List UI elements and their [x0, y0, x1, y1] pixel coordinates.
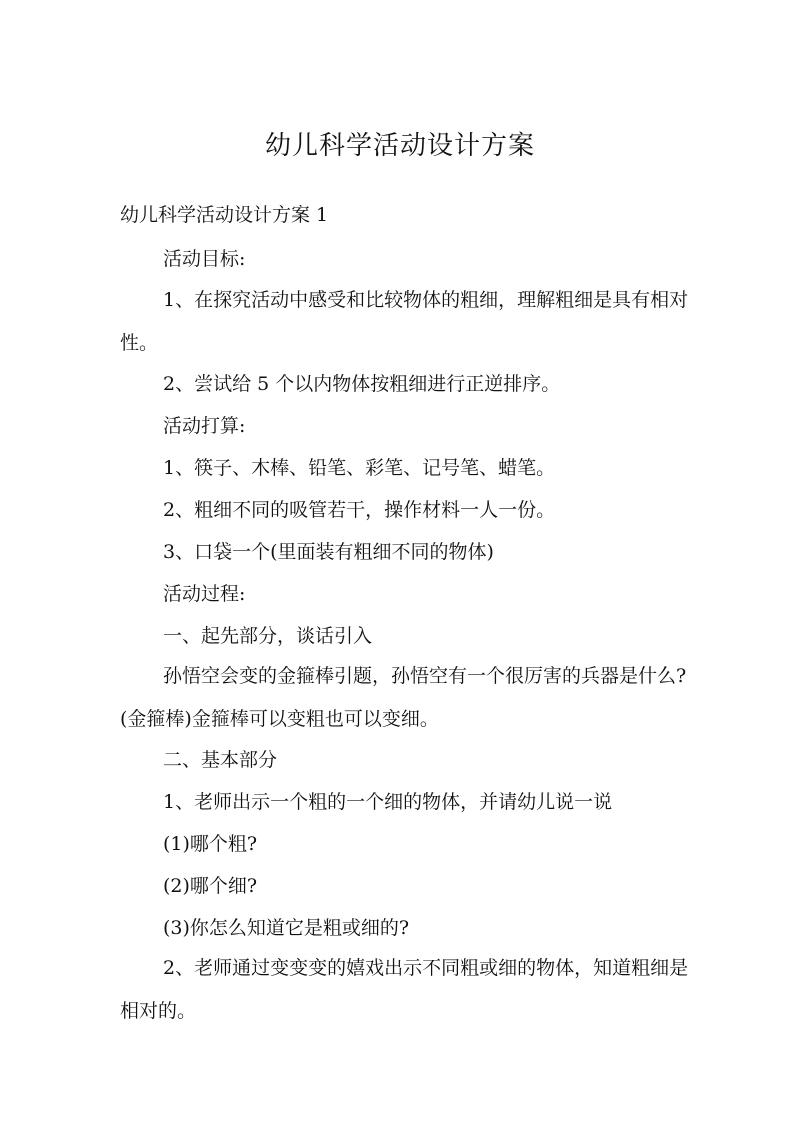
section-heading: 幼儿科学活动设计方案 1: [120, 204, 329, 226]
paragraph-prep-1: 1、筷子、木棒、铅笔、彩笔、记号笔、蜡笔。: [163, 457, 556, 479]
paragraph-prep-3: 3、口袋一个(里面装有粗细不同的物体): [163, 541, 494, 563]
paragraph-step-1: 1、老师出示一个粗的一个细的物体，并请幼儿说一说: [163, 791, 613, 813]
document-title: 幼儿科学活动设计方案: [264, 131, 535, 161]
paragraph-goals-heading: 活动目标:: [163, 248, 246, 270]
paragraph-question-1: (1)哪个粗?: [163, 833, 258, 855]
paragraph-question-3: (3)你怎么知道它是粗或细的?: [163, 917, 410, 939]
paragraph-part-2-heading: 二、基本部分: [163, 749, 278, 771]
paragraph-process-heading: 活动过程:: [163, 583, 246, 605]
paragraph-prep-heading: 活动打算:: [163, 415, 246, 437]
paragraph-goal-2: 2、尝试给 5 个以内物体按粗细进行正逆排序。: [163, 373, 561, 395]
paragraph-part-1-heading: 一、起先部分，谈话引入: [163, 625, 373, 647]
paragraph-part-1-body: 孙悟空会变的金箍棒引题，孙悟空有一个很厉害的兵器是什么?(金箍棒)金箍棒可以变粗也可以变细。: [120, 665, 687, 730]
paragraph-prep-2: 2、粗细不同的吸管若干，操作材料一人一份。: [163, 499, 556, 521]
paragraph-step-2: 2、老师通过变变变的嬉戏出示不同粗或细的物体，知道粗细是相对的。: [120, 957, 689, 1022]
paragraph-goal-1: 1、在探究活动中感受和比较物体的粗细，理解粗细是具有相对性。: [120, 289, 689, 354]
paragraph-question-2: (2)哪个细?: [163, 875, 258, 897]
